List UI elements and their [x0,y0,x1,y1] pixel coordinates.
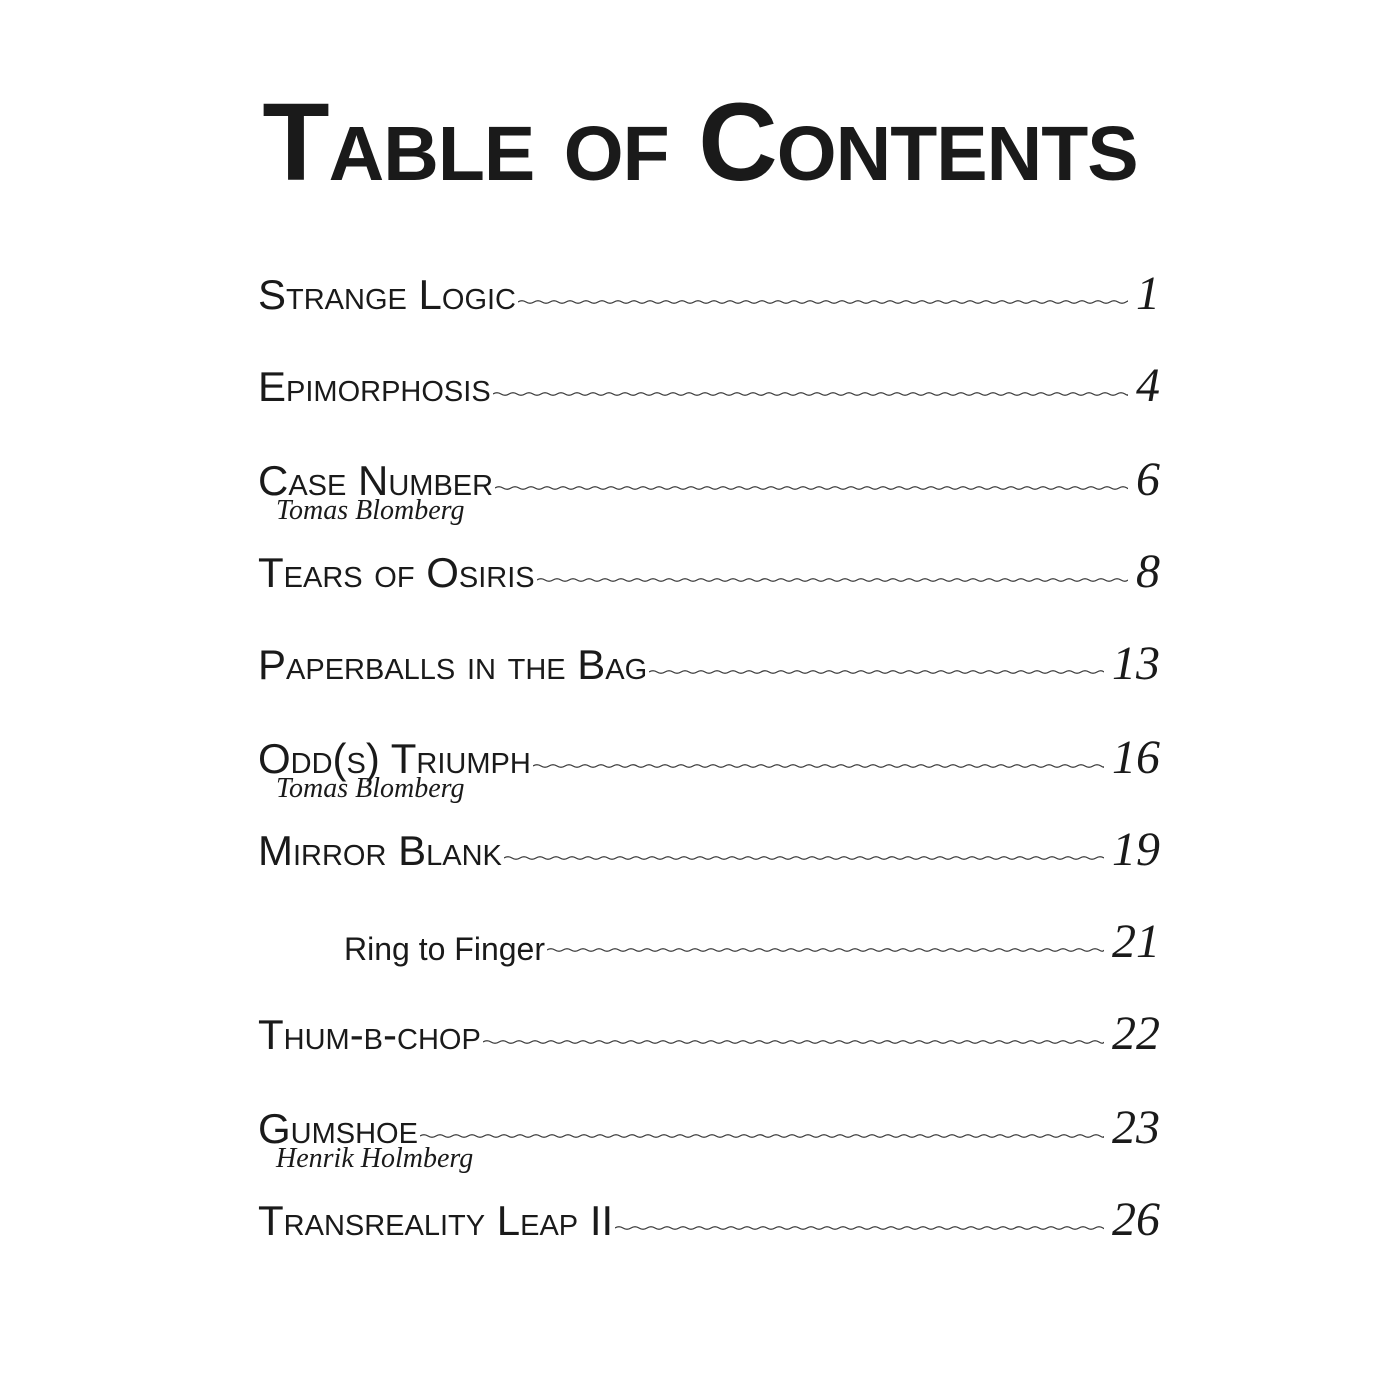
entry-title: Odd(s) Triumph [258,735,531,782]
entry-page-number: 22 [1112,1007,1160,1060]
entry-page-number: 4 [1136,359,1160,412]
entry-title: Gumshoe [258,1105,418,1152]
wavy-leader [547,944,1104,956]
entry-page-number: 6 [1136,453,1160,506]
entry-page-number: 23 [1112,1101,1160,1154]
entry-page-number: 21 [1112,915,1160,968]
wavy-leader [518,296,1128,308]
wavy-leader-path [547,949,1104,952]
page-title: Table of Contents [262,81,1138,204]
wavy-leader-line [518,296,1128,308]
wavy-leader [649,666,1104,678]
entry-author: Henrik Holmberg [276,1143,474,1174]
wavy-leader-path [483,1041,1104,1044]
entry-page-number: 1 [1136,267,1160,320]
wavy-leader-path [533,765,1104,768]
toc-entry-gumshoe[interactable] [258,1101,1160,1174]
wavy-leader-path [420,1135,1104,1138]
wavy-leader-line [547,944,1104,956]
wavy-leader-line [495,482,1128,494]
entry-author: Tomas Blomberg [276,773,465,804]
entry-title: Thum-b-chop [258,1011,481,1058]
toc-entry-tears-of-osiris[interactable] [258,545,1160,608]
entry-title: Transreality Leap II [258,1197,614,1244]
entry-title: Epimorphosis [258,363,491,410]
entry-title: Case Number [258,457,494,504]
wavy-leader-line [483,1036,1104,1048]
wavy-leader-line [537,574,1128,586]
wavy-leader-path [518,301,1128,304]
wavy-leader [495,482,1128,494]
toc-entry-ring-to-finger[interactable] [258,915,1160,978]
wavy-leader-path [504,857,1104,860]
wavy-leader [537,574,1128,586]
wavy-leader-line [493,388,1128,400]
toc-entry-mirror-blank[interactable] [258,823,1160,886]
entry-title: Paperballs in the Bag [258,641,648,688]
entry-title: Tears of Osiris [258,549,535,596]
wavy-leader [483,1036,1104,1048]
wavy-leader [493,388,1128,400]
entry-title: Ring to Finger [344,931,545,967]
toc-entry-strange-logic[interactable] [258,267,1160,330]
wavy-leader-line [420,1130,1104,1142]
wavy-leader-path [493,393,1128,396]
entry-page-number: 26 [1112,1193,1160,1246]
toc-entry-thum-b-chop[interactable] [258,1007,1160,1070]
entry-page-number: 13 [1112,637,1160,690]
wavy-leader [504,852,1104,864]
toc-entry-epimorphosis[interactable] [258,359,1160,422]
wavy-leader-line [504,852,1104,864]
wavy-leader-line [615,1222,1104,1234]
wavy-leader [533,760,1104,772]
entry-page-number: 8 [1136,545,1160,598]
entry-title: Mirror Blank [258,827,502,874]
entry-page-number: 19 [1112,823,1160,876]
wavy-leader-path [537,579,1128,582]
entry-title: Strange Logic [258,271,516,318]
entry-author: Tomas Blomberg [276,495,465,526]
wavy-leader-path [615,1227,1104,1230]
wavy-leader [420,1130,1104,1142]
toc-entry-transreality-leap-ii[interactable] [258,1193,1160,1256]
wavy-leader [615,1222,1104,1234]
wavy-leader-path [495,487,1128,490]
wavy-leader-path [649,671,1104,674]
toc-entry-case-number[interactable] [258,453,1160,526]
wavy-leader-line [533,760,1104,772]
wavy-leader-line [649,666,1104,678]
toc-entry-odds-triumph[interactable] [258,731,1160,804]
entry-page-number: 16 [1112,731,1160,784]
toc-entry-paperballs-in-the-bag[interactable] [258,637,1160,700]
